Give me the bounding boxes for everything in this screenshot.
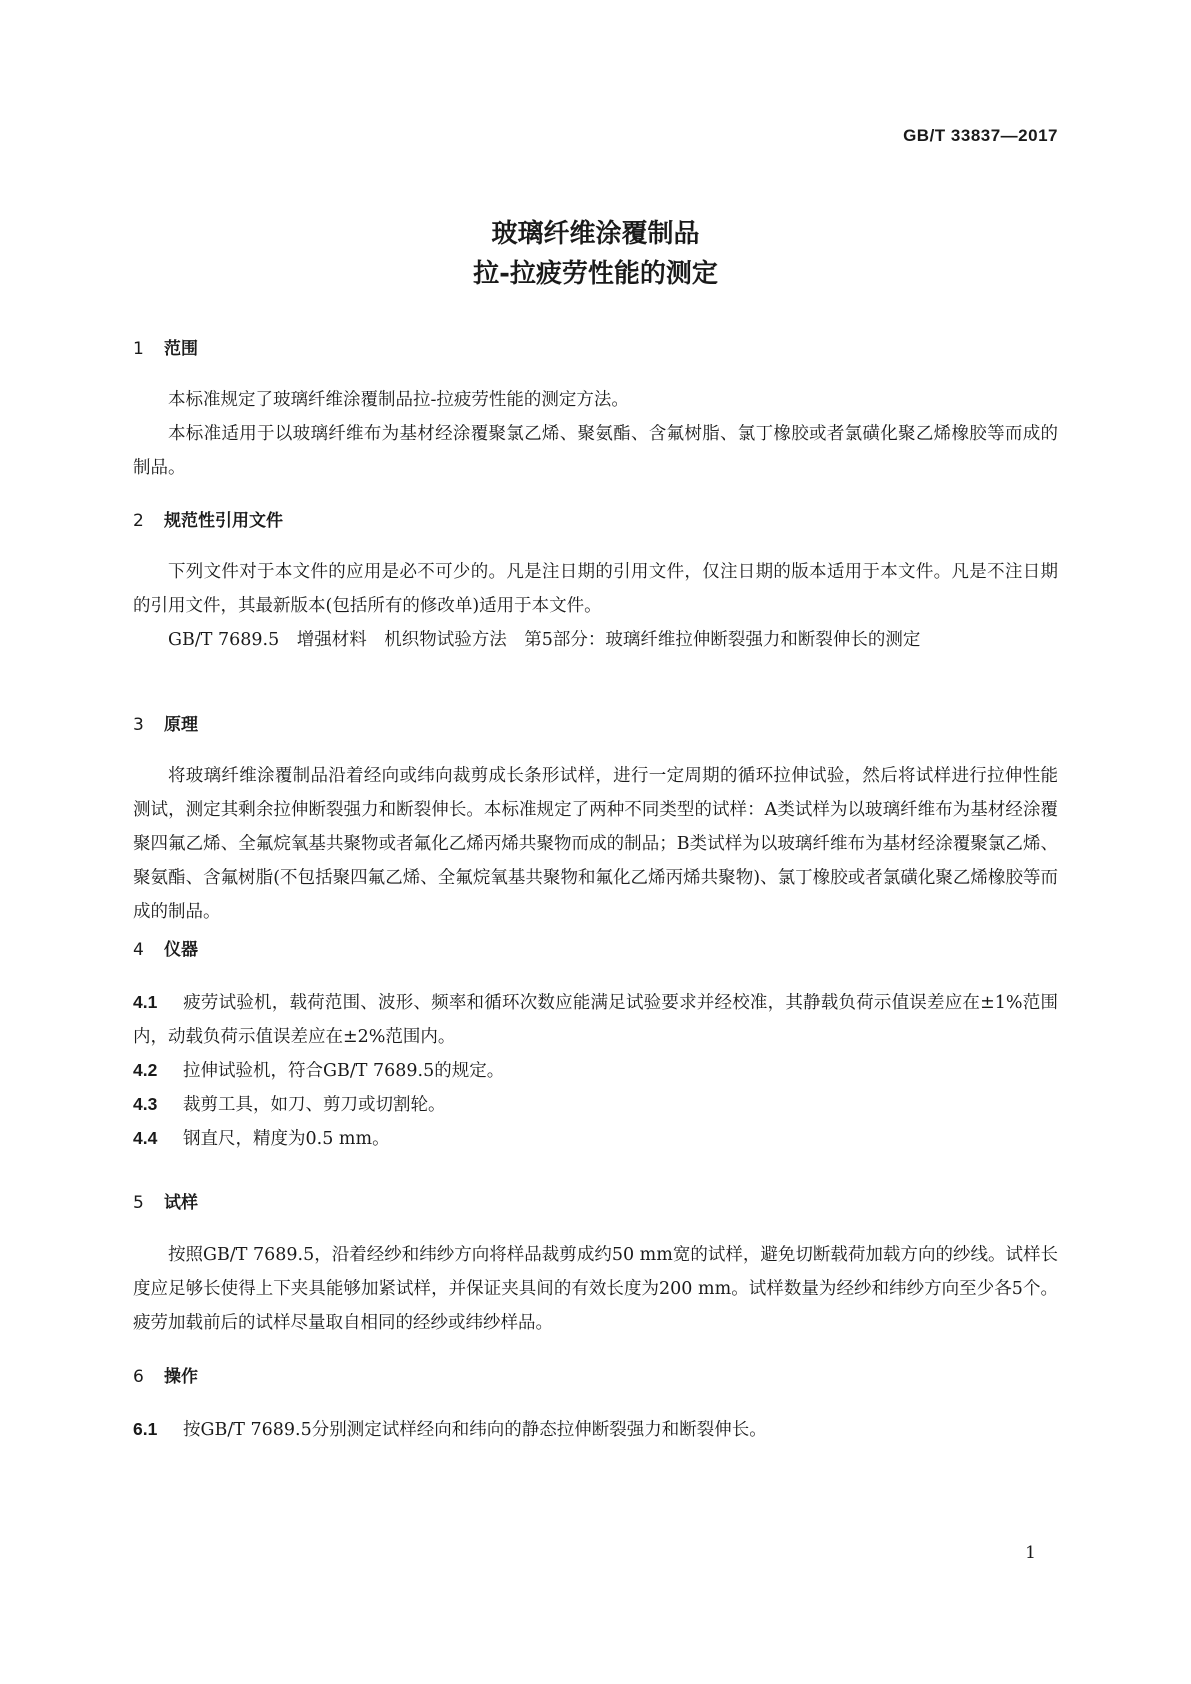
clause-6-1: [133, 1412, 1058, 1447]
section-1-paragraph-1: 本标准规定了玻璃纤维涂覆制品拉-拉疲劳性能的测定方法。: [168, 390, 629, 410]
clause-number: 4.1: [133, 992, 158, 1012]
clause-text: 裁剪工具，如刀、剪刀或切割轮。: [183, 1095, 446, 1115]
clause-number: 6.1: [133, 1419, 158, 1439]
section-6-heading: [133, 1362, 198, 1387]
section-1-heading: [133, 334, 198, 359]
clause-number: 4.2: [133, 1060, 158, 1080]
clause-text: 疲劳试验机，载荷范围、波形、频率和循环次数应能满足试验要求并经校准，其静载负荷示值误差应在±1%范围内，动载负荷示值误差应在±2%范围内。: [133, 993, 1058, 1047]
clause-4-4: [133, 1121, 1058, 1156]
section-2-reference: GB/T 7689.5 增强材料 机织物试验方法 第5部分：玻璃纤维拉伸断裂强力和断裂伸长的测定: [168, 630, 921, 650]
section-5-heading: [133, 1188, 198, 1213]
section-number: 6: [133, 1367, 144, 1387]
section-title: 操作: [164, 1367, 198, 1387]
clause-text: 拉伸试验机，符合GB/T 7689.5的规定。: [183, 1061, 505, 1081]
section-3-paragraph-1: 将玻璃纤维涂覆制品沿着经向或纬向裁剪成长条形试样，进行一定周期的循环拉伸试验，然后将试样进行拉伸性能测试，测定其剩余拉伸断裂强力和断裂伸长。本标准规定了两种不同类型的试样：A类试样为以玻璃纤维布为基材经涂覆聚四氟乙烯、全氟烷氧基共聚物或者氟化乙烯丙烯共聚物而成的制品；B类试样为以玻璃纤维布为基材经涂覆聚氯乙烯、聚氨酯、含氟树脂(不包括聚四氟乙烯、全氟烷氧基共聚物和氟化乙烯丙烯共聚物)、氯丁橡胶或者氯磺化聚乙烯橡胶等而成的制品。: [133, 766, 1058, 922]
section-title: 规范性引用文件: [164, 511, 283, 531]
section-5-paragraph-1: 按照GB/T 7689.5，沿着经纱和纬纱方向将样品裁剪成约50 mm宽的试样，避免切断载荷加载方向的纱线。试样长度应足够长使得上下夹具能够加紧试样，并保证夹具间的有效长度为200 mm。试样数量为经纱和纬纱方向至少各5个。疲劳加载前后的试样尽量取自相同的经纱或纬纱样品。: [133, 1245, 1058, 1333]
clause-number: 4.4: [133, 1128, 158, 1148]
section-title: 试样: [164, 1193, 198, 1213]
section-1-paragraph-2: 本标准适用于以玻璃纤维布为基材经涂覆聚氯乙烯、聚氨酯、含氟树脂、氯丁橡胶或者氯磺化聚乙烯橡胶等而成的制品。: [133, 424, 1058, 478]
section-3-heading: [133, 710, 198, 735]
section-title: 范围: [164, 339, 198, 359]
section-number: 5: [133, 1193, 144, 1213]
clause-4-3: [133, 1087, 1058, 1122]
section-2-paragraph-1: 下列文件对于本文件的应用是必不可少的。凡是注日期的引用文件，仅注日期的版本适用于本文件。凡是不注日期的引用文件，其最新版本(包括所有的修改单)适用于本文件。: [133, 562, 1058, 616]
document-title-line1: 玻璃纤维涂覆制品: [491, 219, 700, 249]
standard-code: GB/T 33837—2017: [903, 126, 1058, 145]
section-2-heading: [133, 506, 283, 531]
section-number: 4: [133, 940, 144, 960]
clause-text: 钢直尺，精度为0.5 mm。: [183, 1129, 390, 1149]
clause-text: 按GB/T 7689.5分别测定试样经向和纬向的静态拉伸断裂强力和断裂伸长。: [183, 1420, 767, 1440]
clause-number: 4.3: [133, 1094, 158, 1114]
section-title: 仪器: [164, 940, 198, 960]
section-title: 原理: [164, 715, 198, 735]
section-number: 1: [133, 339, 144, 359]
document-title-line2: 拉-拉疲劳性能的测定: [473, 259, 718, 289]
page-number: 1: [1025, 1543, 1036, 1563]
clause-4-1: [133, 985, 1058, 1054]
clause-4-2: [133, 1053, 1058, 1088]
section-number: 2: [133, 511, 144, 531]
section-4-heading: [133, 935, 198, 960]
section-number: 3: [133, 715, 144, 735]
